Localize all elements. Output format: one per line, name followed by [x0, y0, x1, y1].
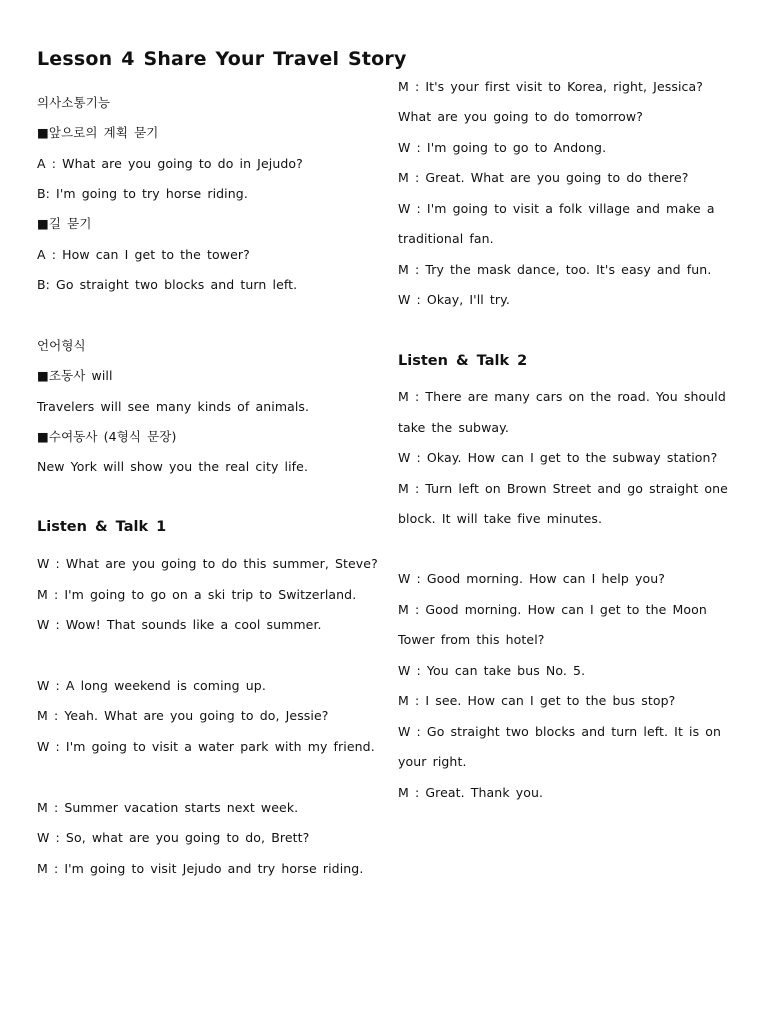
dialog-line: M : Yeah. What are you going to do, Jessie? — [37, 708, 329, 723]
listen-talk-1-heading: Listen & Talk 1 — [37, 519, 167, 535]
dialog-line: W : Wow! That sounds like a cool summer. — [37, 617, 322, 632]
dialog-line: take the subway. — [398, 420, 509, 435]
communication-line: A : How can I get to the tower? — [37, 247, 250, 262]
dialog-line: M : Summer vacation starts next week. — [37, 800, 299, 815]
dialog-line: What are you going to do tomorrow? — [398, 109, 643, 124]
communication-heading: 의사소통기능 — [37, 95, 111, 110]
dialog-line: M : I see. How can I get to the bus stop? — [398, 693, 676, 708]
dialog-line: M : Try the mask dance, too. It's easy and fun. — [398, 262, 712, 277]
dialog-line: W : A long weekend is coming up. — [37, 678, 266, 693]
dialog-line: W : I'm going to go to Andong. — [398, 140, 607, 155]
grammar-topic-will: ■조동사 will — [37, 368, 113, 383]
dialog-line: M : Turn left on Brown Street and go straight one — [398, 481, 728, 496]
communication-topic-plans: ■앞으로의 계획 묻기 — [37, 125, 159, 140]
dialog-line: W : I'm going to visit a folk village and make a — [398, 201, 715, 216]
dialog-line: M : I'm going to go on a ski trip to Switzerland. — [37, 587, 357, 602]
communication-line: A : What are you going to do in Jejudo? — [37, 156, 303, 171]
dialog-line: W : So, what are you going to do, Brett? — [37, 830, 310, 845]
dialog-line: W : Okay. How can I get to the subway station? — [398, 450, 718, 465]
grammar-topic-dative-verb: ■수여동사 (4형식 문장) — [37, 429, 177, 444]
communication-line: B: I'm going to try horse riding. — [37, 186, 248, 201]
grammar-line: Travelers will see many kinds of animals. — [37, 399, 310, 414]
dialog-line: M : Good morning. How can I get to the Moon — [398, 602, 707, 617]
grammar-heading: 언어형식 — [37, 338, 86, 353]
dialog-line: M : Great. What are you going to do there? — [398, 170, 689, 185]
dialog-line: W : Okay, I'll try. — [398, 292, 510, 307]
dialog-line: W : Good morning. How can I help you? — [398, 571, 665, 586]
dialog-line: M : It's your first visit to Korea, right, Jessica? — [398, 79, 704, 94]
dialog-line: M : Great. Thank you. — [398, 785, 544, 800]
dialog-line: traditional fan. — [398, 231, 494, 246]
dialog-line: your right. — [398, 754, 467, 769]
listen-talk-2-heading: Listen & Talk 2 — [398, 353, 528, 369]
dialog-line: W : You can take bus No. 5. — [398, 663, 586, 678]
page-title: Lesson 4 Share Your Travel Story — [37, 48, 407, 70]
dialog-line: M : There are many cars on the road. You should — [398, 389, 726, 404]
dialog-line: block. It will take five minutes. — [398, 511, 603, 526]
grammar-line: New York will show you the real city life. — [37, 459, 309, 474]
dialog-line: M : I'm going to visit Jejudo and try horse riding. — [37, 861, 364, 876]
dialog-line: W : Go straight two blocks and turn left. It is on — [398, 724, 722, 739]
dialog-line: W : I'm going to visit a water park with my friend. — [37, 739, 375, 754]
communication-topic-directions: ■길 묻기 — [37, 216, 92, 231]
dialog-line: Tower from this hotel? — [398, 632, 545, 647]
communication-line: B: Go straight two blocks and turn left. — [37, 277, 298, 292]
dialog-line: W : What are you going to do this summer, Steve? — [37, 556, 378, 571]
